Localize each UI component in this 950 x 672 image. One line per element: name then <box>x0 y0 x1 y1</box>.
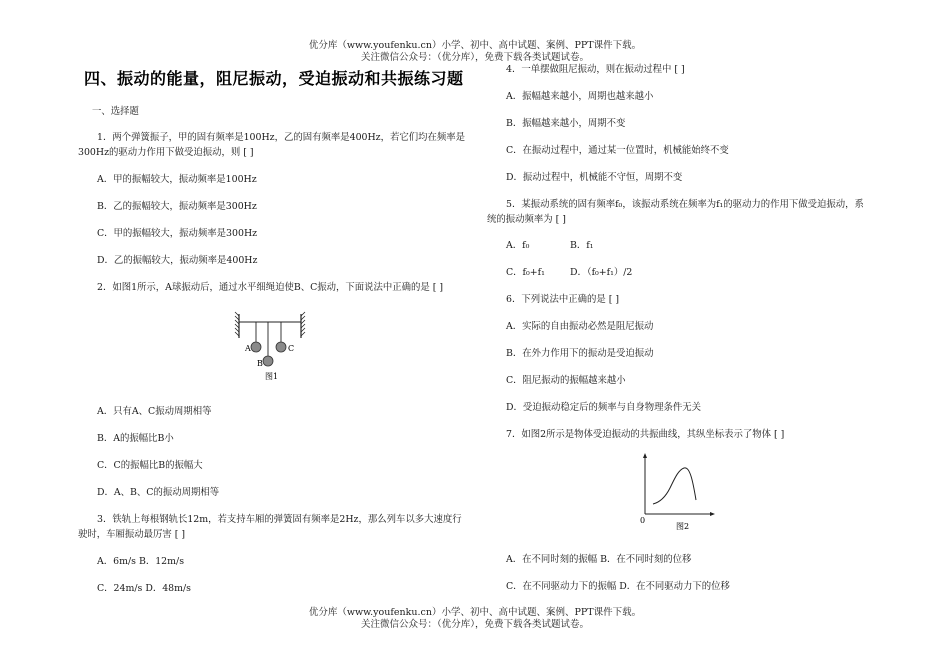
q4-option-c: C．在振动过程中，通过某一位置时，机械能始终不变 <box>506 145 729 156</box>
q5-stem-cont: 统的振动频率为 [ ] <box>487 214 566 225</box>
figure-2-caption: 图2 <box>676 522 690 531</box>
resonance-curve <box>653 468 696 504</box>
q2-stem: 2．如图1所示，A球振动后，通过水平细绳迫使B、C振动，下面说法中正确的是 [ ] <box>97 282 444 293</box>
q6-option-b: B．在外力作用下的振动是受迫振动 <box>506 348 654 359</box>
q4-stem: 4．一单摆做阻尼振动，则在振动过程中 [ ] <box>506 64 685 75</box>
q5-option-c: C．f₀+f₁ <box>506 267 545 278</box>
label-a: A <box>245 344 251 353</box>
page-header <box>0 40 950 64</box>
label-c: C <box>288 344 295 353</box>
page-footer <box>0 607 950 631</box>
q7-options-ab: A．在不同时刻的振幅 B．在不同时刻的位移 <box>506 554 692 565</box>
label-b: B <box>257 359 263 368</box>
q6-option-a: A．实际的自由振动必然是阻尼振动 <box>506 321 654 332</box>
q2-option-c: C．C的振幅比B的振幅大 <box>97 460 203 471</box>
q6-option-c: C．阻尼振动的振幅越来越小 <box>506 375 626 386</box>
q6-stem: 6．下列说法中正确的是 [ ] <box>506 294 619 305</box>
q2-option-a: A．只有A、C振动周期相等 <box>97 406 212 417</box>
ball-c <box>276 342 286 352</box>
q5-option-a: A．f₀ <box>506 240 530 251</box>
header-line-1: 优分库（www.youfenku.cn）小学、初中、高中试题、案例、PPT课件下载。 <box>308 40 642 51</box>
q7-stem: 7．如图2所示是物体受迫振动的共振曲线，其纵坐标表示了物体 [ ] <box>506 429 785 440</box>
q7-options-cd: C．在不同驱动力下的振幅 D．在不同驱动力下的位移 <box>506 581 730 592</box>
q2-option-d: D．A、B、C的振动周期相等 <box>97 487 220 498</box>
q1-option-a: A．甲的振幅较大，振动频率是100Hz <box>97 174 257 185</box>
q1-option-c: C．甲的振幅较大，振动频率是300Hz <box>97 228 258 239</box>
q1-option-b: B．乙的振幅较大，振动频率是300Hz <box>97 201 257 212</box>
q6-option-d: D．受迫振动稳定后的频率与自身物理条件无关 <box>506 402 702 413</box>
header-line-2: 关注微信公众号：（优分库），免费下载各类试题试卷。 <box>360 52 589 63</box>
q4-option-d: D．振动过程中，机械能不守恒，周期不变 <box>506 172 683 183</box>
resonance-curve-figure <box>636 452 716 532</box>
origin-label: 0 <box>640 516 646 525</box>
q5-option-d: D．（f₀+f₁）/2 <box>570 267 633 278</box>
q4-option-a: A．振幅越来越小，周期也越来越小 <box>506 91 654 102</box>
q1-option-d: D．乙的振幅较大，振动频率是400Hz <box>97 255 258 266</box>
q3-options-ab: A．6m/s B．12m/s <box>97 556 185 567</box>
q1-stem: 1．两个弹簧振子，甲的固有频率是100Hz，乙的固有频率是400Hz，若它们均在频率是 <box>97 132 465 143</box>
footer-line-2: 关注微信公众号：（优分库），免费下载各类试题试卷。 <box>360 619 589 630</box>
q3-stem-cont: 驶时，车厢振动最厉害 [ ] <box>78 529 186 540</box>
q1-stem-cont: 300Hz的驱动力作用下做受迫振动，则 [ ] <box>78 147 254 158</box>
q2-option-b: B．A的振幅比B小 <box>97 433 174 444</box>
section-heading: 一、选择题 <box>92 106 139 117</box>
page-title: 四、振动的能量，阻尼振动，受迫振动和共振练习题 <box>84 69 464 88</box>
ball-a <box>251 342 261 352</box>
figure-1-caption: 图1 <box>265 372 279 381</box>
q3-stem: 3．铁轨上每根钢轨长12m，若支持车厢的弹簧固有频率是2Hz，那么列车以多大速度行 <box>97 514 462 525</box>
q5-option-b: B．f₁ <box>570 240 594 251</box>
pendulum-figure <box>234 310 308 382</box>
q3-options-cd: C．24m/s D．48m/s <box>97 583 191 594</box>
q4-option-b: B．振幅越来越小，周期不变 <box>506 118 626 129</box>
ball-b <box>263 356 273 366</box>
q5-stem: 5．某振动系统的固有频率f₀，该振动系统在频率为f₁的驱动力的作用下做受迫振动，系 <box>506 199 864 210</box>
footer-line-1: 优分库（www.youfenku.cn）小学、初中、高中试题、案例、PPT课件下载。 <box>308 607 642 618</box>
